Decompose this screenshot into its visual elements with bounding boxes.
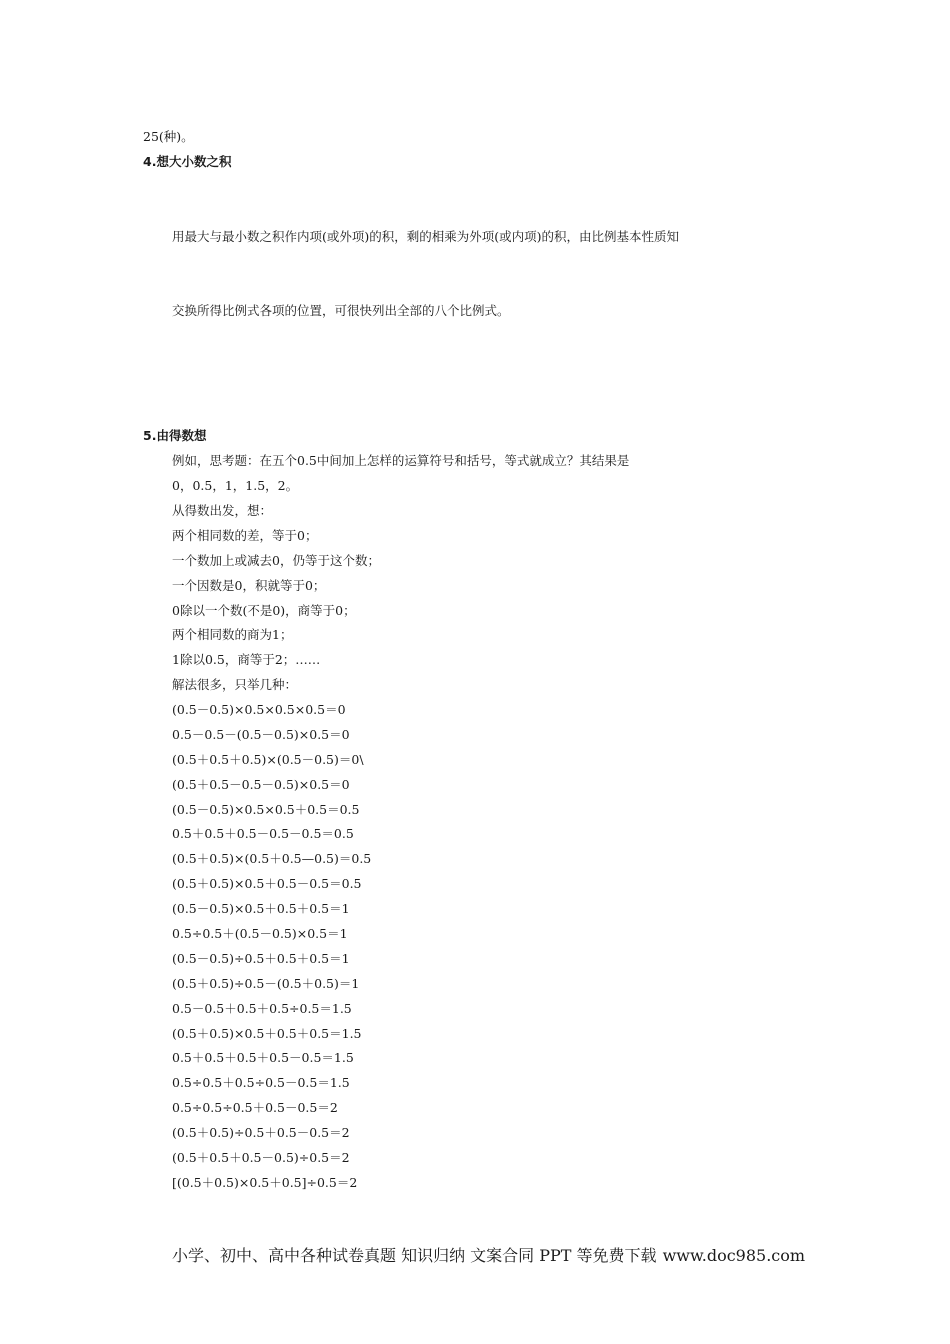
body-line: 例如，思考题：在五个0.5中间加上怎样的运算符号和括号，等式就成立？其结果是 xyxy=(172,453,630,468)
equation-line: (0.5＋0.5)÷0.5－(0.5＋0.5)＝1 xyxy=(172,976,360,991)
body-line: 解法很多，只举几种： xyxy=(172,677,298,692)
equation-line: (0.5＋0.5＋0.5－0.5)÷0.5＝2 xyxy=(172,1150,350,1165)
equation-line: [(0.5＋0.5)×0.5＋0.5]÷0.5＝2 xyxy=(172,1175,358,1190)
page-footer xyxy=(172,1246,805,1266)
equation-line: 0.5－0.5＋0.5＋0.5÷0.5＝1.5 xyxy=(172,1001,352,1016)
body-line: 一个因数是0，积就等于0； xyxy=(172,578,326,593)
equation-line: (0.5＋0.5)×0.5＋0.5－0.5＝0.5 xyxy=(172,876,362,891)
equation-line: (0.5＋0.5＋0.5)×(0.5－0.5)＝0\ xyxy=(172,752,364,767)
body-line: 两个相同数的商为1； xyxy=(172,627,293,642)
section-4-paragraph-line-2: 交换所得比例式各项的位置，可很快列出全部的八个比例式。 xyxy=(172,303,510,318)
equation-line: (0.5＋0.5)×(0.5＋0.5—0.5)＝0.5 xyxy=(172,851,372,866)
body-line: 0，0.5，1，1.5，2。 xyxy=(172,478,299,493)
section-5-heading: 5.由得数想 xyxy=(143,428,207,443)
equation-line: 0.5÷0.5÷0.5＋0.5－0.5＝2 xyxy=(172,1100,338,1115)
equation-line: 0.5＋0.5＋0.5－0.5－0.5＝0.5 xyxy=(172,826,354,841)
body-line: 两个相同数的差，等于0； xyxy=(172,528,318,543)
equation-line: 0.5÷0.5＋0.5÷0.5－0.5＝1.5 xyxy=(172,1075,350,1090)
equation-line: (0.5－0.5)÷0.5＋0.5＋0.5＝1 xyxy=(172,951,350,966)
body-line: 从得数出发，想： xyxy=(172,503,273,518)
equation-line: (0.5－0.5)×0.5＋0.5＋0.5＝1 xyxy=(172,901,350,916)
equation-line: (0.5＋0.5－0.5－0.5)×0.5＝0 xyxy=(172,777,350,792)
equation-line: (0.5＋0.5)×0.5＋0.5＋0.5＝1.5 xyxy=(172,1026,362,1041)
equation-line: 0.5－0.5－(0.5－0.5)×0.5＝0 xyxy=(172,727,350,742)
body-line: 1除以0.5，商等于2；…… xyxy=(172,652,321,667)
body-line: 一个数加上或减去0，仍等于这个数； xyxy=(172,553,380,568)
equation-line: 0.5÷0.5＋(0.5－0.5)×0.5＝1 xyxy=(172,926,348,941)
section-4-paragraph-line-1: 用最大与最小数之积作内项(或外项)的积，剩的相乘为外项(或内项)的积，由比例基本性质知 xyxy=(172,229,680,244)
section-4-heading: 4.想大小数之积 xyxy=(143,154,232,169)
equation-line: (0.5－0.5)×0.5×0.5×0.5＝0 xyxy=(172,702,346,717)
equation-line: 0.5＋0.5＋0.5＋0.5－0.5＝1.5 xyxy=(172,1050,354,1065)
body-line: 0除以一个数(不是0)，商等于0； xyxy=(172,603,356,618)
equation-line: (0.5＋0.5)÷0.5＋0.5－0.5＝2 xyxy=(172,1125,350,1140)
equation-line: (0.5－0.5)×0.5×0.5＋0.5＝0.5 xyxy=(172,802,360,817)
footer-url-link[interactable]: www.doc985.com xyxy=(662,1246,806,1265)
top-line: 25(种)。 xyxy=(143,129,194,144)
footer-text: 小学、初中、高中各种试卷真题 知识归纳 文案合同 PPT 等免费下载 xyxy=(172,1246,657,1265)
